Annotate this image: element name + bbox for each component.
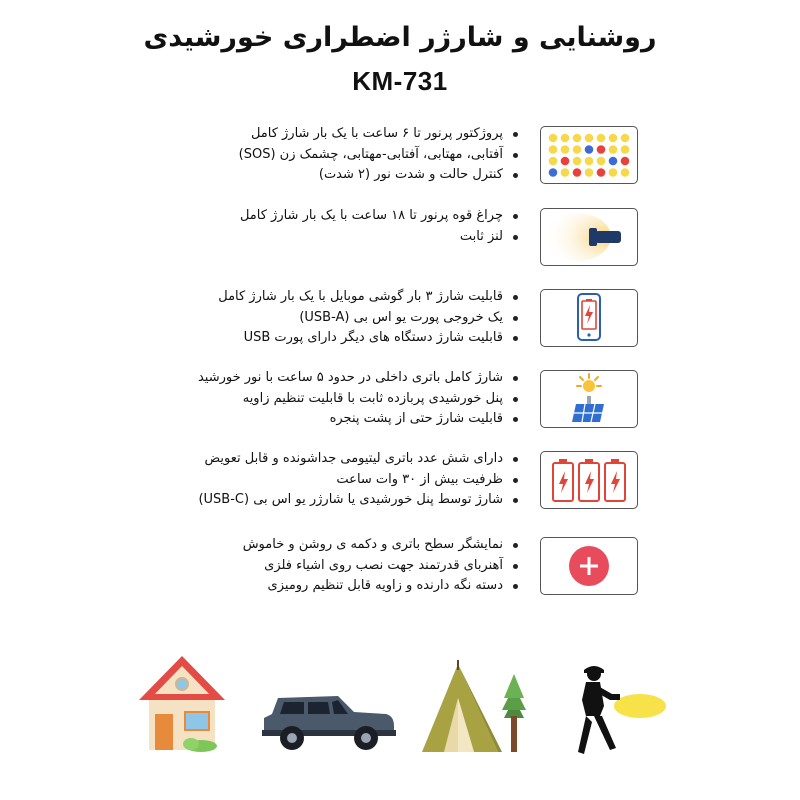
feature-phone-charging [150,289,640,349]
led-dot [549,168,558,177]
list-item: ظرفیت بیش از ۳۰ وات ساعت [140,470,520,491]
led-dot [561,157,570,166]
led-dot [597,134,606,143]
led-dot [609,168,618,177]
list-item: دسته نگه دارنده و زاویه قابل تنظیم رومیزی [140,576,520,597]
list-item: شارژ کامل باتری داخلی در حدود ۵ ساعت با نور خورشید [140,368,520,389]
list-item: قابلیت شارژ دستگاه های دیگر دارای پورت USB [140,328,520,349]
led-dot [585,134,594,143]
led-dot [621,157,630,166]
led-dot [609,157,618,166]
led-dot [621,134,630,143]
feature-list [140,287,520,349]
led-dot [573,134,582,143]
list-item: چراغ قوه پرنور تا ۱۸ ساعت با یک بار شارژ کامل [140,206,520,227]
feature-batteries [150,451,640,511]
led-dot [597,157,606,166]
led-dot [585,157,594,166]
led-dot [573,145,582,154]
feature-list [140,124,520,186]
feature-projector [150,126,640,186]
list-item: دارای شش عدد باتری لیتیومی جداشونده و قابل تعویض [140,449,520,470]
led-grid-icon [540,126,638,184]
list-item: قابلیت شارژ حتی از پشت پنجره [140,409,520,430]
led-dot [549,134,558,143]
list-item: آفتابی، مهتابی، آفتابی-مهتابی، چشمک زن (SOS) [140,145,520,166]
list-item: آهنربای قدرتمند جهت نصب روی اشیاء فلزی [140,556,520,577]
list-item: نمایشگر سطح باتری و دکمه ی روشن و خاموش [140,535,520,556]
camping-tent-icon [418,658,544,760]
list-item: پروژکتور پرنور تا ۶ ساعت با یک بار شارژ کامل [140,124,520,145]
led-dot [585,168,594,177]
suv-car-icon [258,690,398,758]
led-dot [549,157,558,166]
house-icon [135,650,230,756]
list-item: یک خروجی پورت یو اس بی (USB-A) [140,308,520,329]
list-item: قابلیت شارژ ۳ بار گوشی موبایل با یک بار شارژ کامل [140,287,520,308]
phone-charging-icon [540,289,638,347]
model-number: KM-731 [352,66,448,96]
feature-list [140,449,520,511]
feature-flashlight [150,208,640,268]
feature-list [140,206,520,247]
led-dot [561,145,570,154]
led-dot [597,168,606,177]
feature-list [140,368,520,430]
led-dot [597,145,606,154]
led-dot [549,145,558,154]
led-dot [609,145,618,154]
led-dot [621,168,630,177]
list-item: شارژ توسط پنل خورشیدی یا شارژر یو اس بی (USB-C) [140,490,520,511]
list-item: پنل خورشیدی پربازده ثابت با قابلیت تنظیم زاویه [140,389,520,410]
led-dot [561,134,570,143]
plus-circle-icon [540,537,638,595]
flashlight-icon [540,208,638,266]
list-item: لنز ثابت [140,227,520,248]
led-dot [585,145,594,154]
list-item: کنترل حالت و شدت نور (۲ شدت) [140,165,520,186]
led-dot [609,134,618,143]
solar-panel-icon [540,370,638,428]
feature-solar [150,370,640,430]
feature-list [140,535,520,597]
batteries-icon [540,451,638,509]
page-title: روشنایی و شارژر اضطراری خورشیدی [143,22,657,53]
led-dot [561,168,570,177]
led-dot [573,168,582,177]
person-with-flashlight-icon [570,660,666,760]
led-dot [573,157,582,166]
led-dot [621,145,630,154]
feature-controls [150,537,640,597]
